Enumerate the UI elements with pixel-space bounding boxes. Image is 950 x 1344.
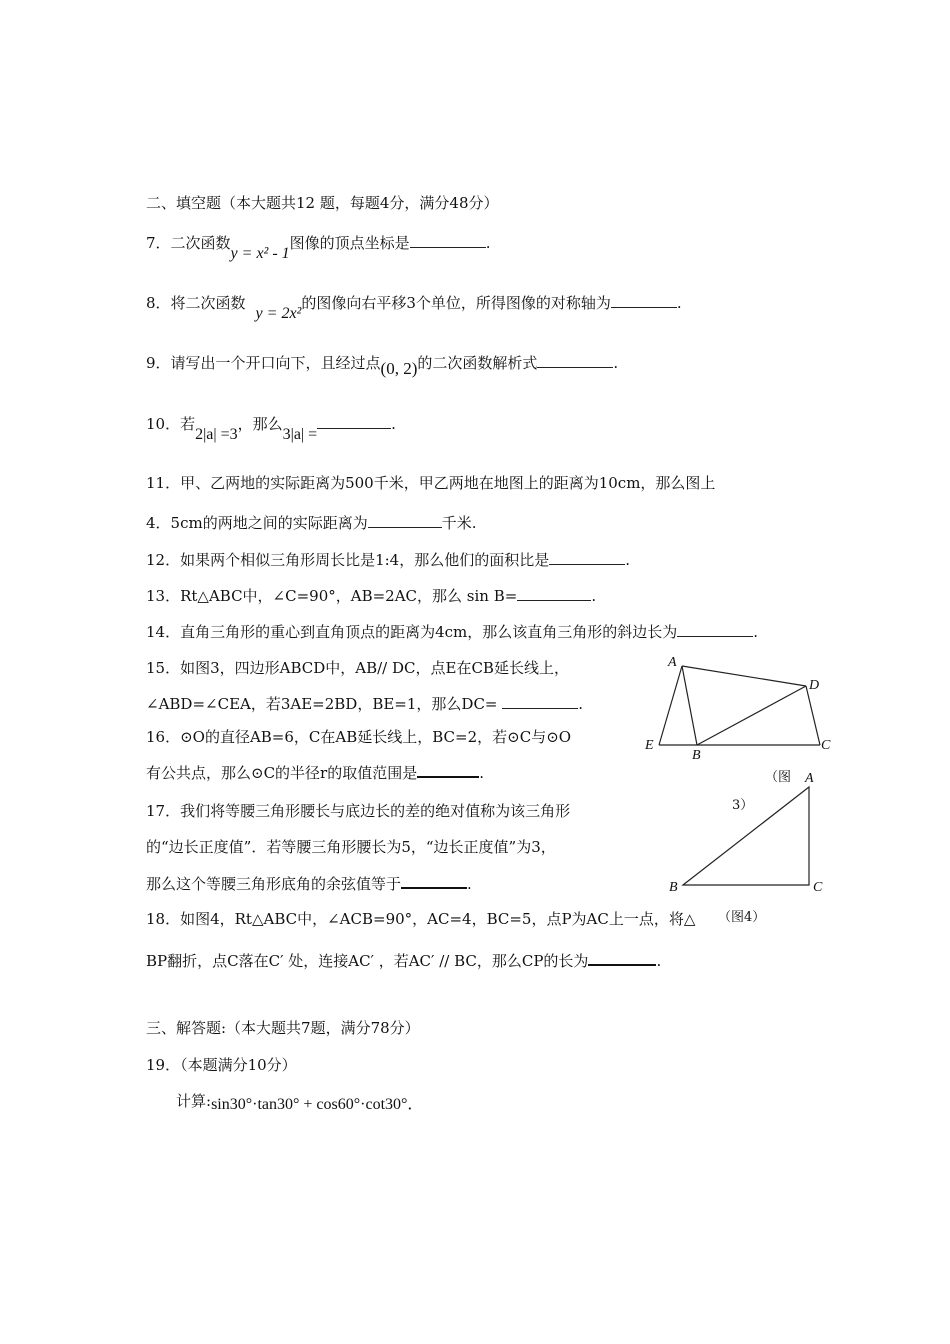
section2-heading: 二、填空题（本大题共12 题，每题4分，满分48分） [146,194,499,212]
fig4-caption: （图4） [716,906,767,925]
fig3-label-b: B [692,748,701,763]
fig3-caption-line-1: （图 [765,770,792,785]
q12-end: . [625,551,631,569]
q7-formula: y = x² - 1 [230,245,290,262]
q10-mid: ，那么 [237,415,283,433]
q18-end: . [656,952,662,970]
question-19-header: 19．（本题满分10分） [146,1056,297,1074]
q16-end: . [479,764,484,782]
fig4-label-a: A [805,771,814,786]
q15-text: ∠ABD=∠CEA，若3AE=2BD，BE=1，那么DC= [146,695,503,713]
fig3-segment-bd [697,686,806,745]
q10-end: . [391,415,396,433]
q10-formula-2: 3|a| = [282,426,318,443]
q18-text: BP翻折，点C落在C′ 处，连接AC′ ，若AC′ // BC，那么CP的长为 [146,952,589,970]
q13-end: . [591,587,597,605]
q13-text: 13．Rt△ABC中，∠C=90°，AB=2AC，那么 sin B= [146,587,518,605]
q19-calc-label: 计算: [176,1092,212,1110]
q14-end: . [753,623,759,641]
q8-suffix: 的图像向右平移3个单位，所得图像的对称轴为 [301,294,611,312]
q19-formula: sin30°·tan30° + cos60°·cot30°． [211,1096,424,1113]
q7-prefix: 7．二次函数 [146,234,231,252]
question-18-line-1: 18．如图4，Rt△ABC中，∠ACB=90°，AC=4，BC=5，点P为AC上一点，将△ [146,910,696,928]
question-11-line-1: 11．甲、乙两地的实际距离为500千米，甲乙两地在地图上的距离为10cm，那么图上 [146,474,716,492]
fig3-label-c: C [821,738,831,753]
fig3-segment-ab [682,666,697,745]
q7-end: . [485,234,491,252]
fig3-segment-dc [806,686,820,745]
fig4-label-c: C [813,880,823,895]
fig3-caption-line-2: 3） [732,798,754,813]
fig3-segment-ad [682,666,806,686]
q10-formula-1: 2|a| =3 [195,426,238,443]
q9-suffix: 的二次函数解析式 [417,354,538,372]
fig3-label-e: E [645,738,654,753]
q17-text: 那么这个等腰三角形底角的余弦值等于 [146,875,402,893]
q8-end: . [676,294,682,312]
q8-formula: y = 2x² [255,305,302,322]
q9-prefix: 9．请写出一个开口向下，且经过点 [146,354,381,372]
q15-end: . [578,695,584,713]
fig3-label-d: D [809,678,820,693]
q9-end: . [613,354,619,372]
q8-prefix: 8．将二次函数 [146,294,246,312]
q11-suffix: 千米. [441,514,477,532]
q14-text: 14．直角三角形的重心到直角顶点的距离为4cm，那么该直角三角形的斜边长为 [146,623,678,641]
q16-text: 有公共点，那么⊙C的半径r的取值范围是 [146,764,418,782]
q9-formula: (0, 2) [380,359,418,378]
section3-heading: 三、解答题:（本大题共7题，满分78分） [146,1019,420,1037]
question-15-line-1: 15．如图3，四边形ABCD中，AB// DC，点E在CB延长线上， [146,659,569,677]
question-17-line-2: 的“边长正度值”．若等腰三角形腰长为5，“边长正度值”为3， [146,838,556,856]
q17-end: . [467,875,472,893]
fig3-segment-ae [659,666,682,745]
fig3-label-a: A [668,655,677,670]
question-16-line-1: 16．⊙O的直径AB=6，C在AB延长线上，BC=2，若⊙C与⊙O [146,728,572,746]
question-17-line-1: 17．我们将等腰三角形腰长与底边长的差的绝对值称为该三角形 [146,802,571,820]
q12-text: 12．如果两个相似三角形周长比是1:4，那么他们的面积比是 [146,551,550,569]
fig4-label-b: B [669,880,678,895]
q11-prefix: 4．5cm的两地之间的实际距离为 [146,514,368,532]
q10-prefix: 10．若 [146,415,196,433]
q7-suffix: 图像的顶点坐标是 [289,234,410,252]
